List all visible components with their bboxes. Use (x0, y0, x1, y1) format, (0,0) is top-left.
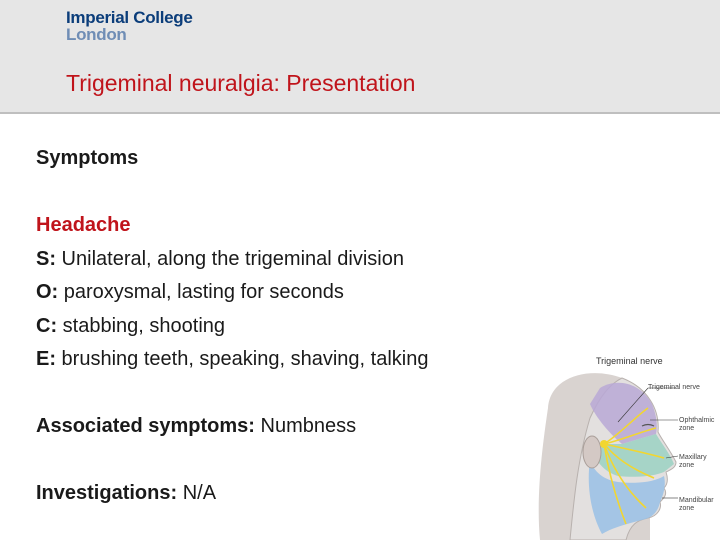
socrates-key: S: (36, 247, 56, 270)
investigations (36, 477, 556, 511)
socrates-value: brushing teeth, speaking, shaving, talking (56, 348, 429, 370)
socrates-character (36, 310, 556, 344)
label-mandibular-zone: Mandibular zone (679, 497, 714, 512)
socrates-onset (36, 276, 556, 310)
socrates-value: stabbing, shooting (57, 314, 226, 337)
label-maxillary-zone: Maxillary zone (679, 454, 707, 469)
spacer (36, 176, 556, 210)
spacer (36, 444, 556, 478)
associated-symptoms (36, 410, 556, 444)
label-ophthalmic-zone: Ophthalmic zone (679, 417, 715, 432)
figure-title: Trigeminal nerve (596, 356, 663, 366)
socrates-exacerbating (36, 343, 556, 377)
socrates-key: C: (36, 314, 58, 337)
socrates-key: O: (36, 281, 59, 303)
socrates-value: paroxysmal, lasting for seconds (58, 281, 344, 303)
investigations-label: Investigations: (36, 482, 178, 504)
header-band (0, 0, 720, 114)
slide-title: Trigeminal neuralgia: Presentation (66, 70, 416, 96)
trigeminal-ganglion-dot (600, 440, 608, 448)
logo-line-2: London (66, 25, 127, 44)
headache-heading: Headache (36, 214, 131, 236)
label-trigeminal-nerve: Trigeminal nerve (648, 384, 700, 391)
socrates-value: Unilateral, along the trigeminal division (56, 247, 404, 270)
ear-shape (583, 436, 601, 468)
logo-line-1: Imperial College (66, 8, 193, 27)
spacer (36, 377, 556, 411)
slide-body (36, 142, 556, 511)
socrates-site (36, 243, 556, 277)
symptoms-heading: Symptoms (36, 147, 139, 169)
imperial-college-logo (66, 9, 193, 43)
investigations-value: N/A (177, 482, 217, 504)
associated-value: Numbness (254, 415, 357, 437)
socrates-key: E: (36, 348, 56, 370)
associated-label: Associated symptoms: (36, 415, 255, 437)
